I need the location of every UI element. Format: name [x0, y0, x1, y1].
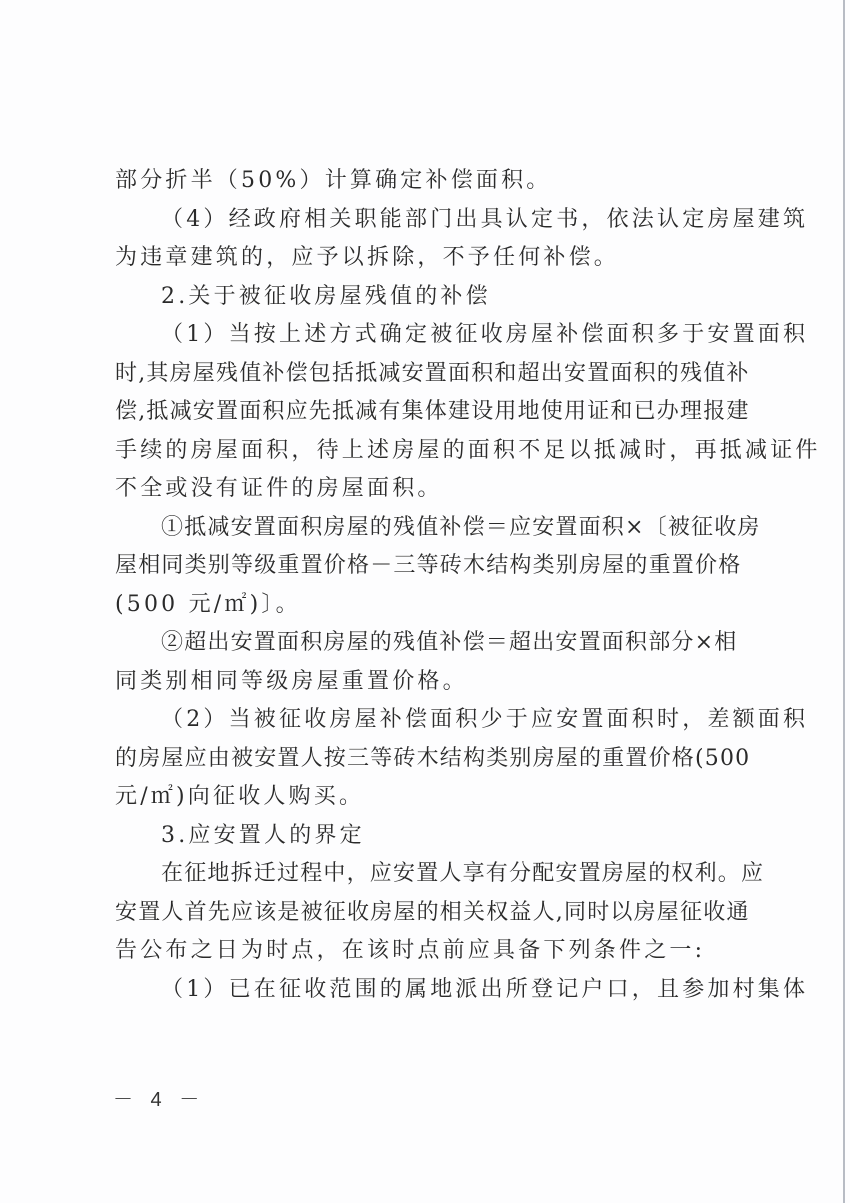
text-line: 不全或没有证件的房屋面积。	[115, 476, 443, 501]
text-line: 偿,抵减安置面积应先抵减有集体建设用地使用证和已办理报建	[115, 399, 750, 424]
text-line: 同类别相同等级房屋重置价格。	[115, 668, 468, 694]
section-heading: 3.应安置人的界定	[161, 822, 365, 848]
text-line: 在征地拆迁过程中，应安置人享有分配安置房屋的权利。应	[161, 861, 765, 886]
text-line: （1）已在征收范围的属地派出所登记户口，且参加村集体	[161, 976, 809, 1002]
scan-edge	[843, 0, 845, 1203]
text-line: 手续的房屋面积，待上述房屋的面积不足以抵减时，再抵减证件	[115, 437, 821, 463]
text-line: (500 元/㎡)〕。	[115, 591, 301, 617]
text-line: 元/㎡)向征收人购买。	[115, 784, 365, 809]
text-line: 屋相同类别等级重置价格－三等砖木结构类别房屋的重置价格	[115, 553, 742, 578]
text-line: 部分折半（50%）计算确定补偿面积。	[115, 168, 552, 193]
text-line: 时,其房屋残值补偿包括抵减安置面积和超出安置面积的残值补	[115, 360, 750, 386]
text-line: 为违章建筑的，应予以拆除，不予任何补偿。	[115, 245, 620, 270]
text-line: 告公布之日为时点，在该时点前应具备下列条件之一:	[115, 938, 706, 963]
section-heading: 2.关于被征收房屋残值的补偿	[161, 283, 491, 309]
text-line: （4）经政府相关职能部门出具认定书，依法认定房屋建筑	[161, 206, 809, 232]
text-line: （1）当按上述方式确定被征收房屋补偿面积多于安置面积	[161, 322, 809, 347]
page-number: － 4 －	[113, 1089, 206, 1111]
document-body	[115, 162, 821, 1009]
text-line: ②超出安置面积房屋的残值补偿＝超出安置面积部分×相	[161, 630, 738, 655]
text-line: （2）当被征收房屋补偿面积少于应安置面积时，差额面积	[161, 707, 809, 732]
text-line: 的房屋应由被安置人按三等砖木结构类别房屋的重置价格(500	[115, 745, 751, 771]
text-line: ①抵减安置面积房屋的残值补偿＝应安置面积×〔被征收房	[161, 514, 761, 540]
text-line: 安置人首先应该是被征收房屋的相关权益人,同时以房屋征收通	[115, 899, 750, 925]
